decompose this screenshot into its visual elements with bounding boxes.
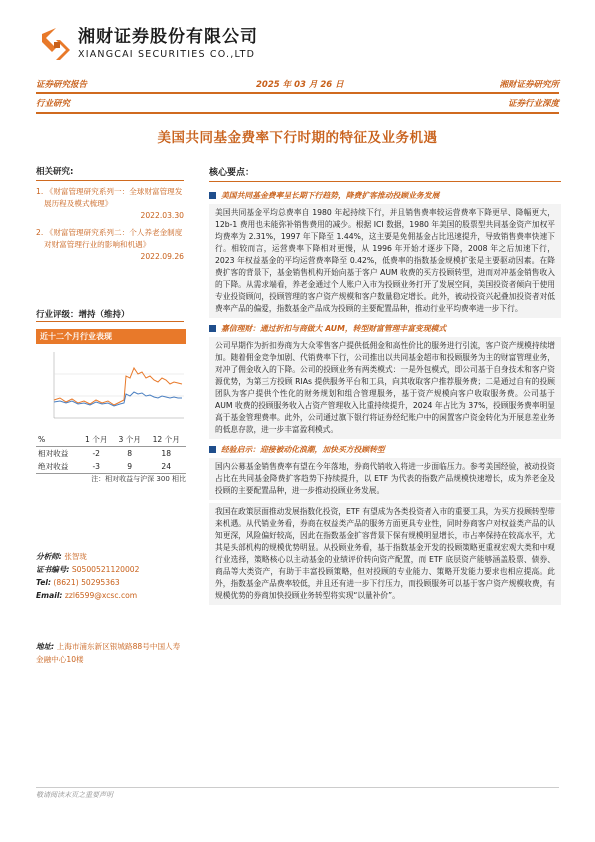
bullet-square-icon xyxy=(209,446,216,453)
analyst-cert: S0500521120002 xyxy=(71,565,140,574)
section-body: 我国在政策层面推动发展指数化投资，ETF 有望成为各类投资者入市的重要工具，为买方投顾转型带来机遇。从代销业务看，券商在权益类产品的服务方面更具专业性，同时券商客户对权益类产品的认知更深，风险偏好较高，因此在指数基金扩容背景下保有规模明显增长，市占率保持在较高水平，尤其是头部机构的规模优势明显。从投顾业务看，基于指数基金开发的投顾策略更重视宏观大类和中观行业选择，策略核心以主动基金的业绩评价转向资产配置，而 ETF 底层资产能够涵盖股票、债券、商品等大类资产，有助于丰富投顾策略，但对投顾的专业能力、策略开发能力要求也相应提高。此外，指数基金产品费率较低，并且还有进一步下行压力，而投顾服务可以基于客户资产规模收费，有规模优势的券商加快投顾业务转型将实现“以量补价”。 xyxy=(209,503,561,605)
section-body: 公司早期作为折扣券商为大众零售客户提供低佣金和高性价比的服务进行引流，客户资产规模持续增加。随着佣金竞争加剧、代销费率下行，公司推出以共同基金超市和投顾服务为主的财富管理业务，对冲了佣金收入的下降。公司的投顾业务有两类模式：一是外包模式，即公司基于自身技术和客户资源优势，为第三方投顾 RIAs 提供服务平台和工具，向其收取客户推荐服务费；二是通过自有的投顾团队为客户提供个性化的财务规划和组合管理服务，基于资产规模向客户收取服务费。公司基于 AUM 收费的投顾服务收入占资产管理收入比重持续提升，2024 年占比为 37%，投顾服务费率明显高于基金管理费率。此外，公司通过旗下银行将证券经纪账户中的闲置客户资金转化为开展息差业务的低息存款，进一步丰富盈利模式。 xyxy=(209,337,561,439)
related-item[interactable]: 2. 《财富管理研究系列二：个人养老金制度对财富管理行业的影响和机遇》 2022.09.26 xyxy=(36,228,184,261)
divider xyxy=(36,180,184,181)
company-name-en: XIANGCAI SECURITIES CO.,LTD xyxy=(78,49,256,60)
footer-disclaimer: 敬请阅读末页之重要声明 xyxy=(36,791,113,799)
key-points xyxy=(209,165,561,605)
table-row: 相对收益 -2 8 18 xyxy=(38,449,172,458)
section-body: 美国共同基金平均总费率自 1980 年起持续下行，并且销售费率较运营费率下降更早、降幅更大，12b-1 费用也未能弥补销售费用的减少。根据 ICI 数据，1980 年美国的股票型共同基金资产加权平均费率为 2.31%，1997 年下降至 1.44%，这主要是免佣基金占比迅速提升，导致销售费率快速下行。相较而言，运营费率下降相对更慢，从 1996 年开始才逐步下降，2008 年之后加速下行，2023 年权益基金的平均运营费率降至 0.42%，低费率的指数基金规模扩张是主要驱动因素。在降费扩客的背景下，基金销售机构开始向基于客户 AUM 收费的买方投顾转型，进而对冲基金销售收入的下降。从需求端看，养老金通过个人账户入市为投顾业务打开了发展空间，美国投资者倾向于使用专业投资顾问，投顾管理的客户资产规模和客户数量稳定增长。此外，被动投资兴起叠加投资者对低费率产品的偏爱，指数基金产品成为投顾的主要配置品种，推动行业平均费率进一步下行。 xyxy=(209,204,561,318)
research-category: 行业研究 xyxy=(36,99,71,109)
related-heading: 相关研究: xyxy=(36,167,74,177)
analyst-email[interactable]: zzl6599@xcsc.com xyxy=(64,591,138,600)
logo-icon xyxy=(42,26,70,62)
report-title: 美国共同基金费率下行时期的特征及业务机遇 xyxy=(157,130,438,146)
divider xyxy=(36,321,184,322)
section-body: 国内公募基金销售费率有望在今年落地，券商代销收入将进一步面临压力。参考美国经验，被动投资占比在共同基金降费扩客趋势下持续提升，以 ETF 为代表的指数产品规模快速增长，成为养老金及投顾的主要配置品种，进一步推动投顾业务发展。 xyxy=(209,458,561,500)
section-heading: 嘉信理财：通过折扣与商做大 AUM，转型财富管理丰富变现模式 xyxy=(209,323,561,334)
header-divider xyxy=(36,92,559,94)
company-name-cn: 湘财证券股份有限公司 xyxy=(78,27,258,47)
analyst-name: 张智珑 xyxy=(64,552,88,561)
index-line xyxy=(54,392,182,406)
section-heading: 美国共同基金费率呈长期下行趋势，降费扩客推动投顾业务发展 xyxy=(209,190,561,201)
industry-rating: 行业评级：增持（维持） xyxy=(36,310,130,320)
research-institute: 湘财证券研究所 xyxy=(499,80,559,90)
industry-line xyxy=(54,368,182,405)
divider xyxy=(209,181,561,182)
report-date: 2025 年 03 月 26 日 xyxy=(256,80,344,90)
footer-divider xyxy=(36,787,559,788)
table-row: 绝对收益 -3 9 24 xyxy=(36,460,186,474)
performance-heading: 近十二个月行业表现 xyxy=(36,329,186,344)
bullet-square-icon xyxy=(209,192,216,199)
related-item[interactable]: 1. 《财富管理研究系列一：全球财富管理发展历程及模式梳理》 2022.03.30 xyxy=(36,187,184,220)
address: 地址: 上海市浦东新区银城路88号中国人寿金融中心10楼 xyxy=(36,642,181,664)
performance-chart xyxy=(36,346,186,428)
company-logo xyxy=(42,26,258,62)
report-subtype: 证券行业深度 xyxy=(507,99,559,109)
related-research xyxy=(36,165,184,263)
report-type: 证券研究报告 xyxy=(36,80,88,90)
performance-note: 注：相对收益与沪深 300 相比 xyxy=(91,475,186,483)
performance-table: % 1 个月 3 个月 12 个月 相对收益 -2 8 18 绝对收益 -3 9 24 xyxy=(36,433,186,474)
key-points-heading: 核心要点： xyxy=(209,168,255,178)
analyst-tel: (8621) 50295363 xyxy=(53,578,120,587)
header-divider xyxy=(36,112,559,114)
analyst-info: 分析师: 张智珑 证书编号: S0500521120002 Tel: (8621) 50295363 Email: zzl6599@xcsc.com xyxy=(36,552,140,600)
section-heading: 经验启示：迎接被动化浪潮，加快买方投顾转型 xyxy=(209,444,561,455)
bullet-square-icon xyxy=(209,325,216,332)
